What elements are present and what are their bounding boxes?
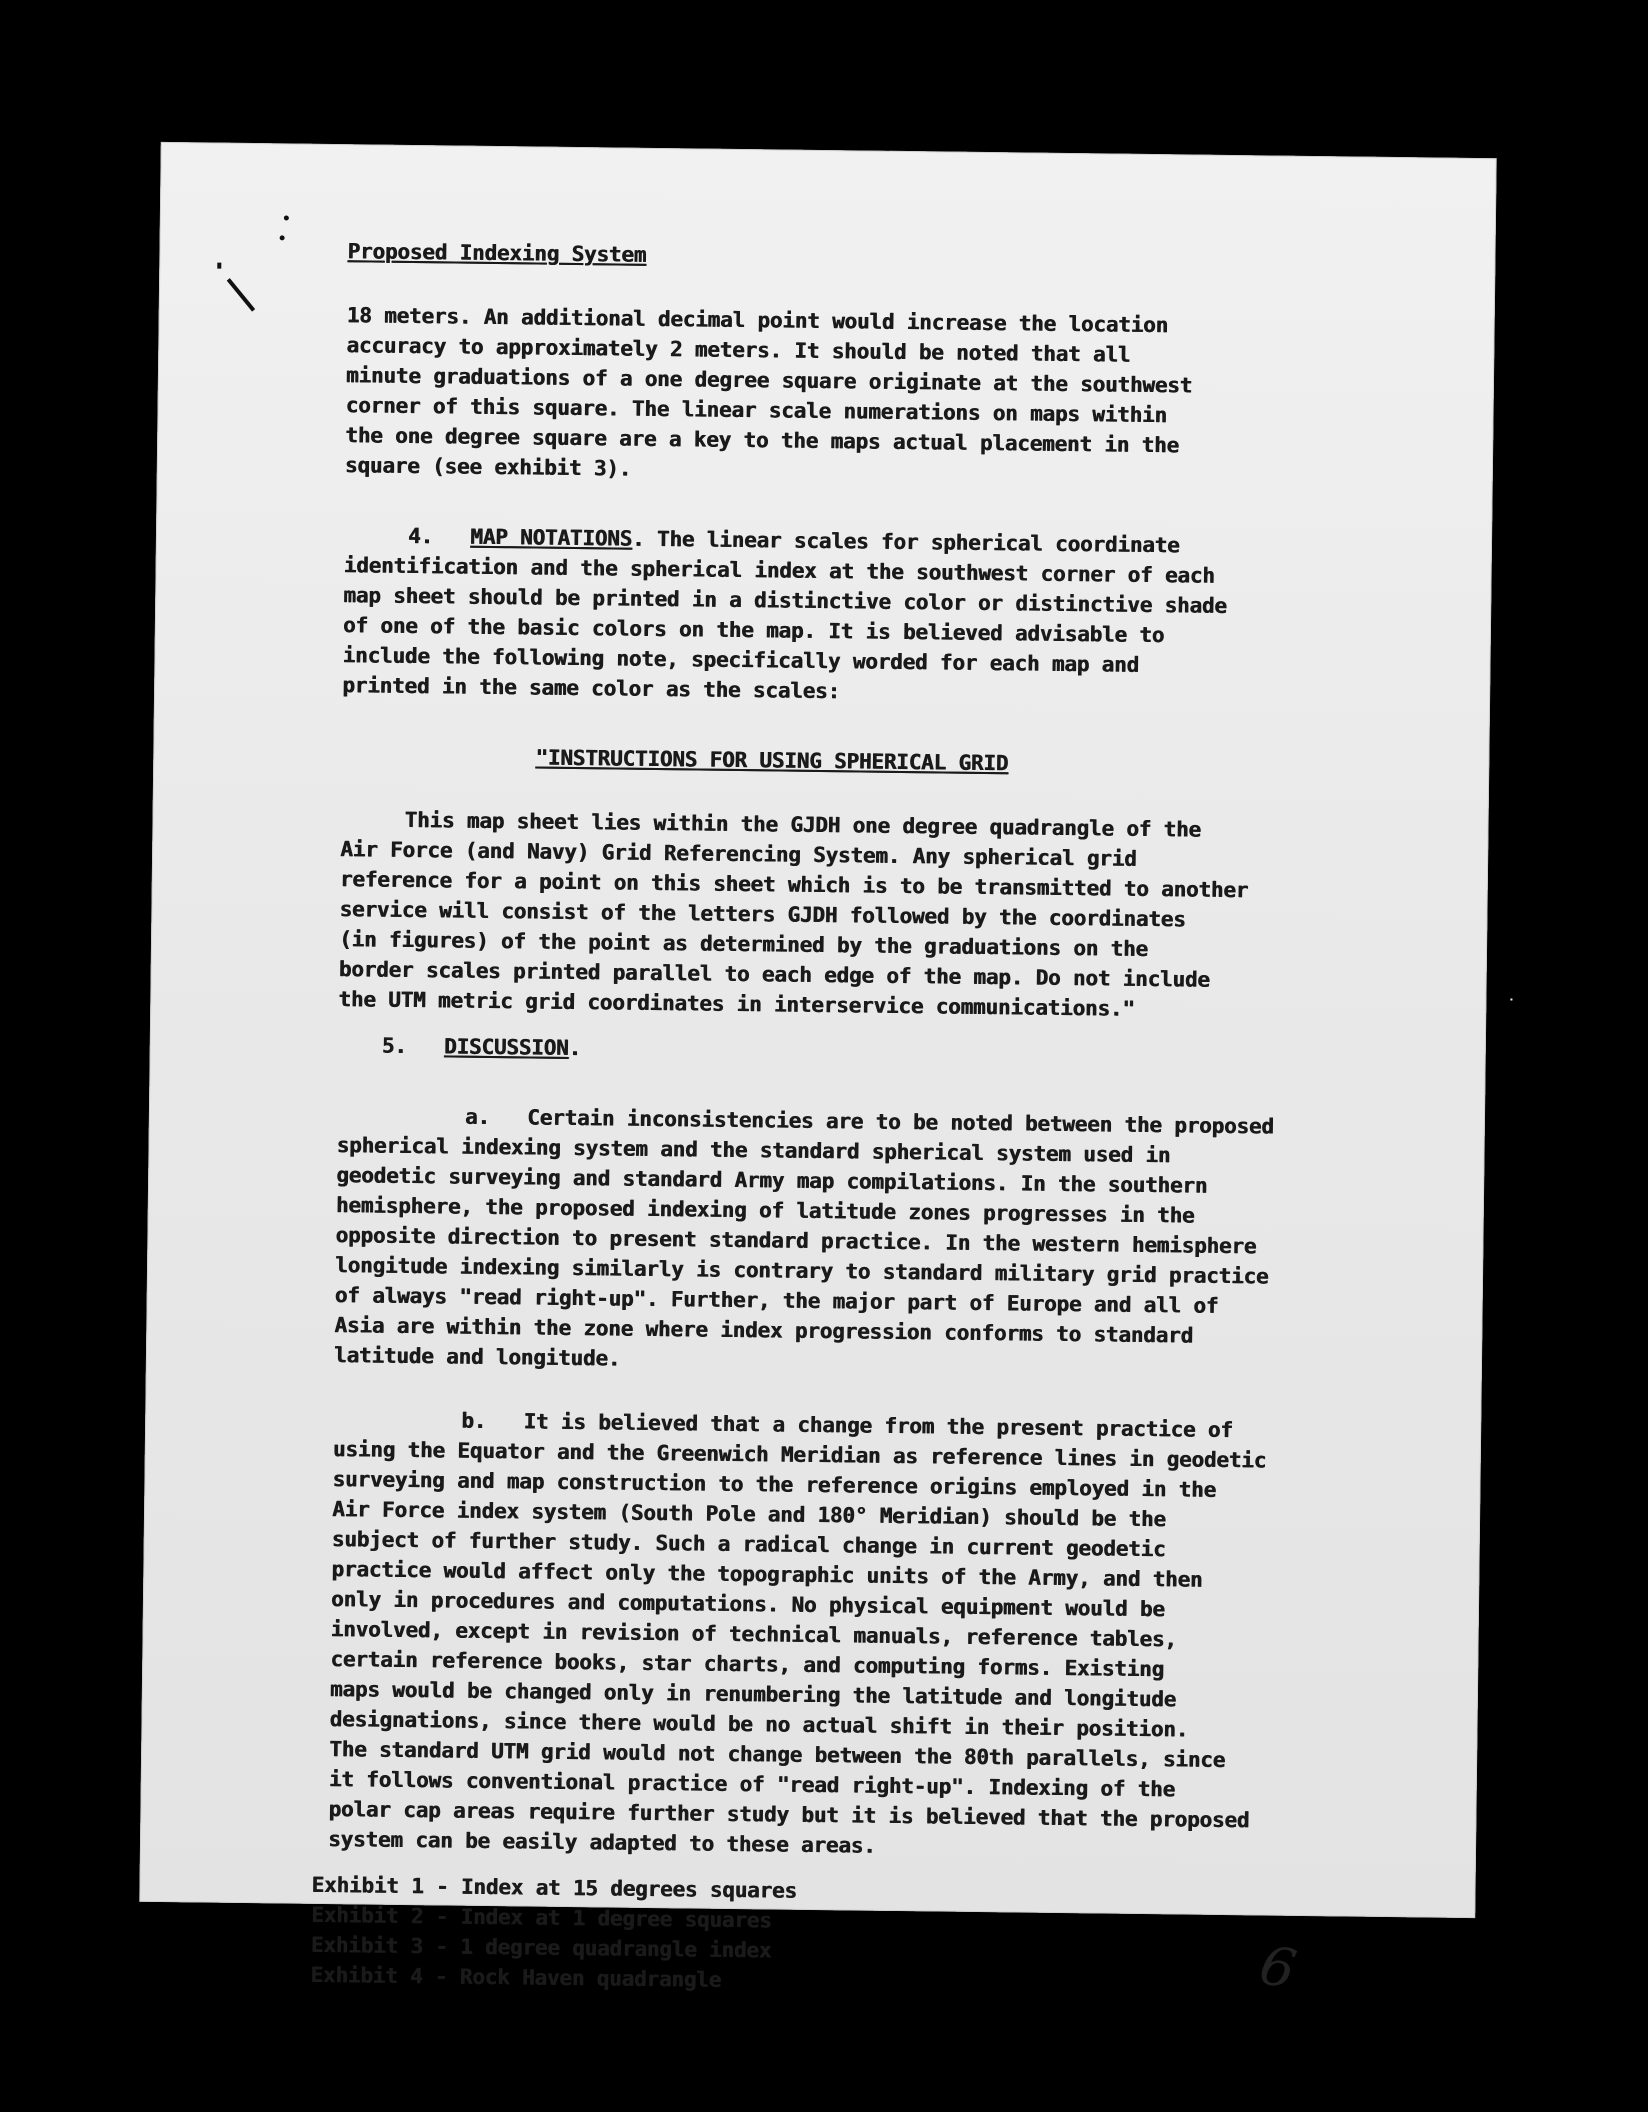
- margin-tick-mark: [217, 263, 221, 269]
- text-line: reference for a point on this sheet which is to be transmitted to another: [339, 867, 1249, 903]
- section-number: 4.: [407, 523, 434, 549]
- text-line: printed in the same color as the scales:: [342, 673, 841, 704]
- text-line: minute graduations of a one degree square originate at the southwest: [345, 363, 1193, 398]
- text-line: system can be easily adapted to these areas.: [327, 1827, 876, 1858]
- text-line: of one of the basic colors on the map. It is believed advisable to: [342, 613, 1165, 648]
- text-line: it follows conventional practice of "read right-up". Indexing of the: [328, 1767, 1176, 1802]
- section-heading-period: .: [568, 1035, 582, 1061]
- para-label: a.: [464, 1104, 490, 1129]
- exhibit-item: Exhibit 3 - 1 degree quadrangle index: [310, 1932, 772, 1963]
- text-line: It is believed that a change from the present practice of: [523, 1409, 1233, 1443]
- text-line: The standard UTM grid would not change between the 80th parallels, since: [329, 1737, 1226, 1773]
- text-line: Air Force index system (South Pole and 180° Meridian) should be the: [331, 1497, 1166, 1532]
- text-line: include the following note, specifically worded for each map and: [342, 643, 1139, 677]
- exhibit-item: Exhibit 1 - Index at 15 degrees squares: [311, 1872, 797, 1903]
- text-line: (in figures) of the point as determined by the graduations on the: [338, 927, 1148, 962]
- text-line: involved, except in revision of technical manuals, reference tables,: [330, 1617, 1177, 1652]
- margin-dot: [280, 235, 285, 240]
- text-line: the one degree square are a key to the maps actual placement in the: [345, 423, 1180, 458]
- section-heading: DISCUSSION: [443, 1034, 569, 1060]
- text-line: border scales printed parallel to each edge of the map. Do not include: [338, 957, 1210, 992]
- text-line: practice would affect only the topographic units of the Army, and then: [331, 1557, 1203, 1592]
- text-line: identification and the spherical index at the southwest corner of each: [343, 553, 1215, 588]
- text-line: accuracy to approximately 2 meters. It should be noted that all: [346, 333, 1131, 367]
- document-text: [161, 142, 1497, 1992]
- text-line: square (see exhibit 3).: [344, 453, 632, 481]
- text-line: surveying and map construction to the reference origins employed in the: [332, 1467, 1217, 1502]
- text-line: Certain inconsistencies are to be noted between the proposed: [526, 1105, 1274, 1139]
- page-title: Proposed Indexing System: [347, 239, 647, 267]
- text-line: . The linear scales for spherical coordinate: [631, 526, 1180, 558]
- section-number: 5.: [381, 1033, 407, 1058]
- margin-tick-mark: [227, 278, 255, 311]
- margin-dot: [284, 215, 289, 220]
- text-line: opposite direction to present standard practice. In the western hemisphere: [335, 1223, 1257, 1259]
- text-line: polar cap areas require further study but it is believed that the proposed: [328, 1797, 1250, 1833]
- para-label: b.: [461, 1408, 487, 1433]
- text-line: map sheet should be printed in a distinctive color or distinctive shade: [343, 583, 1227, 618]
- text-line: designations, since there would be no actual shift in their position.: [329, 1707, 1189, 1742]
- text-line: using the Equator and the Greenwich Meridian as reference lines in geodetic: [332, 1437, 1267, 1473]
- section-heading: MAP NOTATIONS: [470, 524, 633, 551]
- text-line: corner of this square. The linear scale numerations on maps within: [345, 393, 1167, 428]
- text-line: geodetic surveying and standard Army map compilations. In the southern: [336, 1163, 1208, 1198]
- text-line: service will consist of the letters GJDH followed by the coordinates: [339, 897, 1186, 932]
- document-page: [139, 142, 1496, 2002]
- text-line: spherical indexing system and the standard spherical system used in: [336, 1133, 1171, 1168]
- text-line: hemisphere, the proposed indexing of latitude zones progresses in the: [335, 1193, 1195, 1228]
- text-line: of always "read right-up". Further, the major part of Europe and all of: [334, 1283, 1219, 1318]
- text-line: certain reference books, star charts, and computing forms. Existing: [330, 1647, 1165, 1682]
- instructions-heading: "INSTRUCTIONS FOR USING SPHERICAL GRID: [535, 745, 1009, 776]
- text-line: maps would be changed only in renumbering the latitude and longitude: [329, 1677, 1177, 1712]
- text-line: 18 meters. An additional decimal point would increase the location: [346, 303, 1169, 338]
- page-number: 6: [1254, 1932, 1302, 2002]
- text-line: Asia are within the zone where index progression conforms to standard: [334, 1313, 1194, 1348]
- text-line: the UTM metric grid coordinates in interservice communications.": [338, 987, 1135, 1021]
- text-line: Air Force (and Navy) Grid Referencing System. Any spherical grid: [340, 837, 1137, 871]
- text-line: This map sheet lies within the GJDH one degree quadrangle of the: [404, 807, 1201, 842]
- exhibit-item: Exhibit 4 - Rock Haven quadrangle: [310, 1962, 722, 1992]
- exhibit-item: Exhibit 2 - Index at 1 degree squares: [311, 1902, 772, 1933]
- text-line: subject of further study. Such a radical change in current geodetic: [331, 1527, 1166, 1562]
- text-line: only in procedures and computations. No physical equipment would be: [330, 1587, 1165, 1622]
- text-line: longitude indexing similarly is contrary to standard military grid practice: [334, 1253, 1269, 1289]
- stray-speck: [1510, 998, 1512, 1000]
- text-line: latitude and longitude.: [333, 1343, 621, 1371]
- section-5-line: [382, 1031, 581, 1063]
